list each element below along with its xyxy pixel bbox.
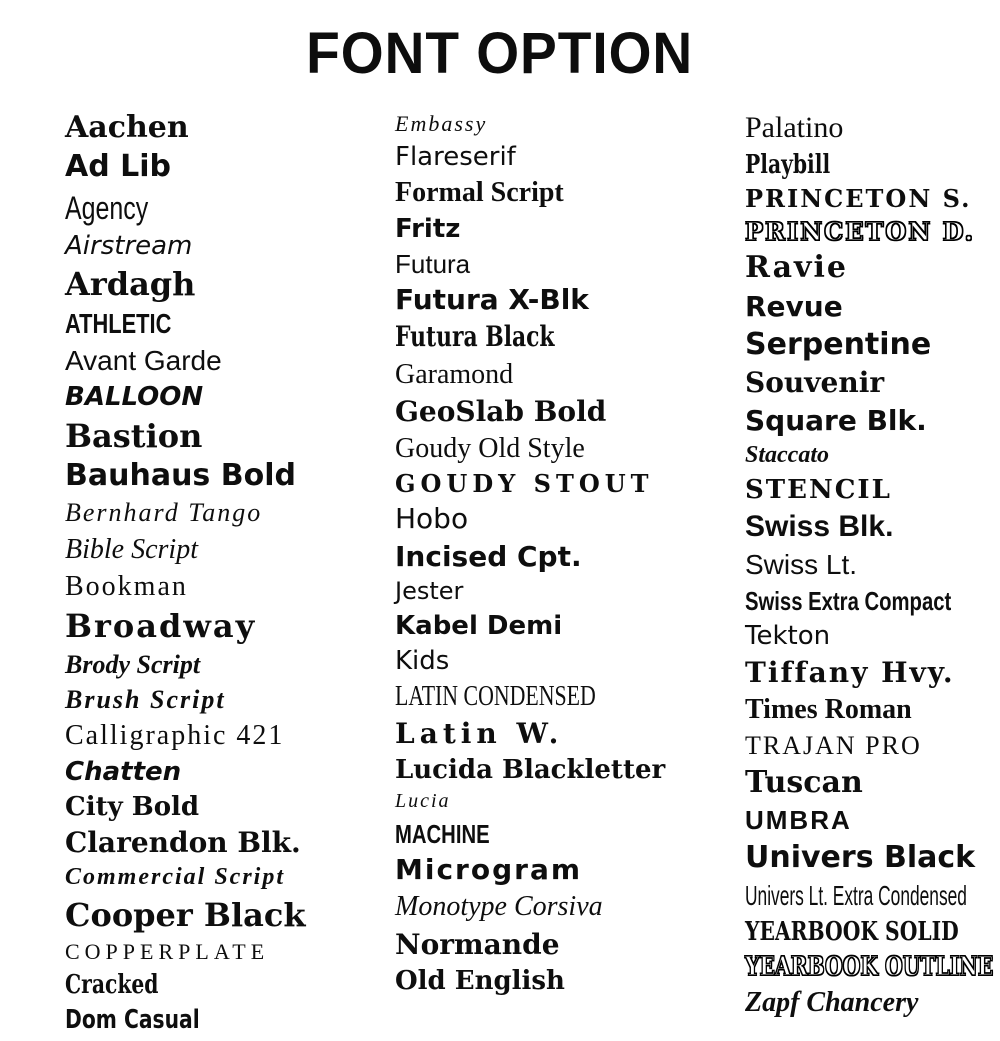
font-sample-kabel-demi: Kabel Demi xyxy=(395,610,563,641)
font-sample-balloon: BALLOON xyxy=(65,382,204,413)
font-sample-brody-script: Brody Script xyxy=(65,649,201,679)
font-sample-futura-x-blk: Futura X-Blk xyxy=(395,283,589,317)
font-sample-tekton: Tekton xyxy=(745,621,831,652)
font-sample-ravie: Ravie xyxy=(745,250,848,286)
font-sample-hobo: Hobo xyxy=(395,502,469,536)
font-sample-swiss-blk: Swiss Blk. xyxy=(745,509,894,543)
font-sample-cooper-black: Cooper Black xyxy=(65,896,306,935)
font-sample-futura: Futura xyxy=(395,249,471,280)
font-sample-formal-script: Formal Script xyxy=(395,176,564,208)
font-sample-swiss-lt: Swiss Lt. xyxy=(745,549,858,581)
font-sample-souvenir: Souvenir xyxy=(745,366,885,400)
font-sample-staccato: Staccato xyxy=(745,441,829,468)
font-sample-stencil: STENCIL xyxy=(745,474,892,505)
font-sample-calligraphic-421: Calligraphic 421 xyxy=(65,719,285,751)
font-sample-embassy: Embassy xyxy=(395,111,488,136)
font-sample-flareserif: Flareserif xyxy=(395,141,516,172)
font-column-left xyxy=(65,112,395,1041)
font-sample-broadway: Broadway xyxy=(65,606,257,645)
header xyxy=(0,0,1000,98)
font-sample-brush-script: Brush Script xyxy=(65,684,226,714)
font-sample-aachen: Aachen xyxy=(65,110,189,145)
font-sample-machine: MACHINE xyxy=(395,818,490,849)
font-sample-lucia: Lucia xyxy=(395,790,451,813)
font-sample-monotype-corsiva: Monotype Corsiva xyxy=(395,891,603,923)
font-sample-yearbook-solid: YEARBOOK SOLID xyxy=(745,917,959,948)
font-sample-avant-garde: Avant Garde xyxy=(65,345,222,377)
font-sample-airstream: Airstream xyxy=(65,231,193,262)
font-sample-trajan-pro: TRAJAN PRO xyxy=(745,731,922,760)
font-sample-times-roman: Times Roman xyxy=(745,693,912,725)
font-sample-bernhard-tango: Bernhard Tango xyxy=(65,498,263,528)
font-sample-swiss-extra-compact: Swiss Extra Compact xyxy=(745,586,952,617)
font-sample-revue: Revue xyxy=(745,289,843,323)
font-sample-city-bold: City Bold xyxy=(65,792,200,822)
font-sample-palatino: Palatino xyxy=(745,111,844,144)
font-sample-old-english: Old English xyxy=(395,965,565,996)
font-sample-tiffany-hvy: Tiffany Hvy. xyxy=(745,655,955,689)
font-sample-geoslab-bold: GeoSlab Bold xyxy=(395,394,607,428)
font-sample-clarendon-blk: Clarendon Blk. xyxy=(65,826,301,860)
font-sample-princeton-d: PRINCETON D. xyxy=(745,217,975,247)
font-sample-microgram: Microgram xyxy=(395,853,583,887)
font-sample-commercial-script: Commercial Script xyxy=(65,864,285,891)
font-sample-chatten: Chatten xyxy=(65,756,182,787)
font-sample-dom-casual: Dom Casual xyxy=(65,1004,200,1035)
font-sample-copperplate: COPPERPLATE xyxy=(65,938,270,964)
font-sample-univers-lt-extra-condensed: Univers Lt. Extra Condensed xyxy=(745,879,967,911)
font-sample-lucida-blackletter: Lucida Blackletter xyxy=(395,755,666,786)
font-sample-playbill: Playbill xyxy=(745,150,831,181)
font-sample-incised-cpt: Incised Cpt. xyxy=(395,539,582,573)
font-sample-square-blk: Square Blk. xyxy=(745,403,927,437)
font-sample-cracked: Cracked xyxy=(65,969,159,1000)
font-sample-garamond: Garamond xyxy=(395,358,514,390)
font-sample-bookman: Bookman xyxy=(65,570,188,602)
font-sample-futura-black: Futura Black xyxy=(395,320,555,354)
font-sample-ardagh: Ardagh xyxy=(65,265,196,304)
font-sample-yearbook-outline: YEARBOOK OUTLINE xyxy=(745,952,994,983)
font-column-right xyxy=(745,112,1000,1041)
font-sample-goudy-old-style: Goudy Old Style xyxy=(395,433,585,465)
font-column-middle xyxy=(395,112,745,1041)
font-sample-umbra: UMBRA xyxy=(745,805,852,836)
font-sample-zapf-chancery: Zapf Chancery xyxy=(745,987,919,1019)
font-sample-latin-w: Latin W. xyxy=(395,717,564,751)
font-sample-princeton-s: PRINCETON S. xyxy=(745,184,972,214)
font-sample-kids: Kids xyxy=(395,645,450,676)
font-sample-normande: Normande xyxy=(395,927,560,961)
font-sample-goudy-stout: GOUDY STOUT xyxy=(395,469,654,499)
font-sample-tuscan: Tuscan xyxy=(745,765,863,801)
font-columns xyxy=(0,98,1000,1041)
font-sample-latin-condensed: LATIN CONDENSED xyxy=(395,680,596,712)
font-sample-univers-black: Univers Black xyxy=(745,839,976,875)
font-sample-fritz: Fritz xyxy=(395,214,461,245)
font-sample-athletic: ATHLETIC xyxy=(65,307,172,339)
font-sample-agency: Agency xyxy=(65,189,149,226)
font-sample-serpentine: Serpentine xyxy=(745,326,932,362)
font-sample-bauhaus-bold: Bauhaus Bold xyxy=(65,458,296,494)
font-sample-bible-script: Bible Script xyxy=(65,533,198,565)
font-sample-bastion: Bastion xyxy=(65,416,203,455)
font-sample-ad-lib: Ad Lib xyxy=(65,149,172,185)
page-title: FONT OPTION xyxy=(306,21,694,86)
font-sample-jester: Jester xyxy=(395,576,464,605)
